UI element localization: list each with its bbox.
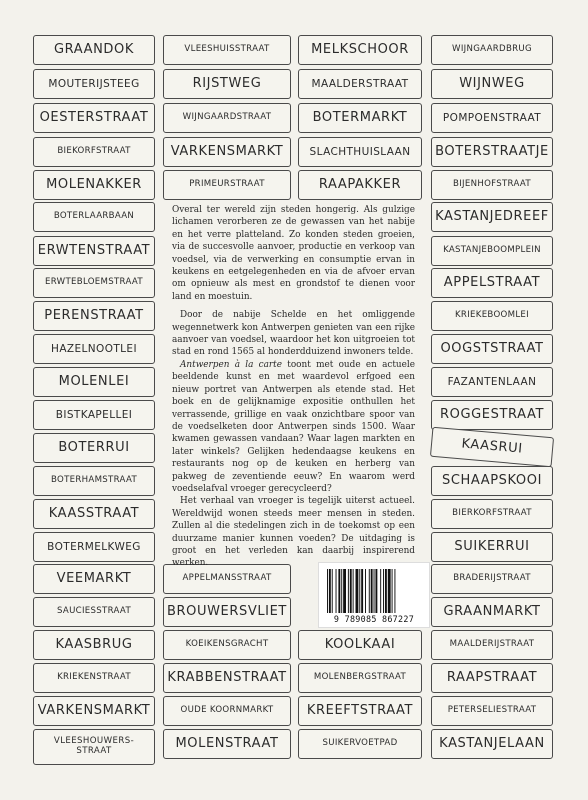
street-sign-vleeshuisstraat: VLEESHUISSTRAAT xyxy=(163,35,291,65)
barcode-bar xyxy=(332,569,333,613)
street-sign-graandok: GRAANDOK xyxy=(33,35,155,65)
barcode-bar xyxy=(383,569,384,613)
street-sign-erwtenstraat: ERWTENSTRAAT xyxy=(33,236,155,266)
barcode-bar xyxy=(365,569,366,613)
street-sign-kastanjelaan: KASTANJELAAN xyxy=(431,729,553,759)
street-sign-rijstweg: RIJSTWEG xyxy=(163,69,291,99)
street-sign-sauciesstraat: SAUCIESSTRAAT xyxy=(33,597,155,627)
street-sign-graanmarkt: GRAANMARKT xyxy=(431,597,553,627)
barcode-bars xyxy=(327,569,423,613)
street-sign-peterseliestraat: PETERSELIESTRAAT xyxy=(431,696,553,726)
blurb-paragraph-2: Door de nabije Schelde en het omliggende wegennetwerk kon Antwerpen genieten van een rijke aanvoer van voedsel, waardoor het kon uitgroeien tot stad en rond 1565 al honderdduizend inwoners telde. xyxy=(172,310,415,358)
street-sign-pompoenstraat: POMPOENSTRAAT xyxy=(431,103,553,133)
barcode-bar xyxy=(388,569,391,613)
street-sign-maalderstraat: MAALDERSTRAAT xyxy=(298,69,422,99)
street-sign-krabbenstraat: KRABBENSTRAAT xyxy=(163,663,291,693)
street-sign-slachthuislaan: SLACHTHUISLAAN xyxy=(298,137,422,167)
street-sign-suikerrui: SUIKERRUI xyxy=(431,532,553,562)
street-sign-vleeshouwersstraat: VLEESHOUWERS-STRAAT xyxy=(33,729,155,765)
street-sign-kaasstraat: KAASSTRAAT xyxy=(33,499,155,529)
barcode-bar xyxy=(385,569,387,613)
barcode-bar xyxy=(375,569,377,613)
street-sign-wijngaardstraat: WIJNGAARDSTRAAT xyxy=(163,103,291,133)
street-sign-boterhamstraat: BOTERHAMSTRAAT xyxy=(33,466,155,496)
barcode-bar xyxy=(374,569,375,613)
street-sign-molenstraat: MOLENSTRAAT xyxy=(163,729,291,759)
street-sign-bierkorfstraat: BIERKORFSTRAAT xyxy=(431,499,553,529)
street-sign-hazelnootlei: HAZELNOOTLEI xyxy=(33,334,155,364)
street-sign-kreeftstraat: KREEFTSTRAAT xyxy=(298,696,422,726)
street-sign-suikervoetpad: SUIKERVOETPAD xyxy=(298,729,422,759)
street-sign-boterstraatje: BOTERSTRAATJE xyxy=(431,137,553,167)
street-sign-varkensmarkt: VARKENSMARKT xyxy=(163,137,291,167)
blurb-paragraph-3-body: toont met oude en actuele beeldende kunst en met waardevol erfgoed een nieuw portret van Antwerpen als etende stad. Het boek en de gelijknamige expositie onthullen het verrassende, grillige en vaak onzichtbare spoor van de voedselketen door Antwerpen sinds 1500. Waar kwamen gewassen vandaan? Waar lagen markten en later winkels? Gelijken hedendaagse keukens en restaurants nog op de keuken en herberg van pakweg de zeventiende eeuw? En waarom werd voedselafval vroeger gerecycleerd? xyxy=(172,359,415,494)
barcode-bar xyxy=(350,569,352,613)
street-sign-boterlaarbaan: BOTERLAARBAAN xyxy=(33,202,155,232)
street-sign-bistkapellei: BISTKAPELLEI xyxy=(33,400,155,430)
street-sign-kriekeboomlei: KRIEKEBOOMLEI xyxy=(431,301,553,331)
street-sign-fazantenlaan: FAZANTENLAAN xyxy=(431,367,553,397)
street-sign-kriekenstraat: KRIEKENSTRAAT xyxy=(33,663,155,693)
street-sign-perenstraat: PERENSTRAAT xyxy=(33,301,155,331)
barcode-bar xyxy=(392,569,393,613)
isbn-barcode xyxy=(318,562,430,628)
blurb-paragraph-3 xyxy=(172,359,415,495)
street-sign-varkensmarkt-2: VARKENSMARKT xyxy=(33,696,155,726)
barcode-bar xyxy=(359,569,360,613)
street-sign-primeurstraat: PRIMEURSTRAAT xyxy=(163,170,291,200)
street-sign-melkschoor: MELKSCHOOR xyxy=(298,35,422,65)
street-sign-raapstraat: RAAPSTRAAT xyxy=(431,663,553,693)
barcode-bar xyxy=(371,569,373,613)
street-sign-molenlei: MOLENLEI xyxy=(33,367,155,397)
street-sign-raapakker: RAAPAKKER xyxy=(298,170,422,200)
street-sign-braderijstraat: BRADERIJSTRAAT xyxy=(431,564,553,594)
barcode-bar xyxy=(380,569,381,613)
street-sign-wijnweg: WIJNWEG xyxy=(431,69,553,99)
street-sign-kaasbrug: KAASBRUG xyxy=(33,630,155,660)
barcode-bar xyxy=(369,569,370,613)
book-title: Antwerpen à la carte xyxy=(180,359,282,370)
barcode-bar xyxy=(394,569,395,613)
barcode-bar xyxy=(338,569,340,613)
barcode-bar xyxy=(343,569,346,613)
street-sign-botermelkweg: BOTERMELKWEG xyxy=(33,532,155,562)
blurb-paragraph-1: Overal ter wereld zijn steden hongerig. Als gulzige lichamen verorberen ze de gewassen van het nabije en het verre platteland. Zo konden steden groeien, via de succesvolle aanvoer, productie en verkoop van voedsel, via de verwerking en consumptie ervan in keukens en eetgelegenheden en via de afvoer ervan om opnieuw als mest en grondstof te dienen voor land en moestuin. xyxy=(172,205,415,302)
barcode-bar xyxy=(327,569,328,613)
street-sign-botermarkt: BOTERMARKT xyxy=(298,103,422,133)
blurb-paragraph-4: Het verhaal van vroeger is tegelijk uiterst actueel. Wereldwijd wonen steeds meer mensen in steden. Zullen al die stedelingen zich in de toekomst op een duurzame manier kunnen voeden? De uitdaging is groot en het verleden kan daarbij inspirerend werken. xyxy=(172,496,415,569)
street-sign-appelstraat: APPELSTRAAT xyxy=(431,268,553,298)
street-sign-molenakker: MOLENAKKER xyxy=(33,170,155,200)
street-sign-wijngaardbrug: WIJNGAARDBRUG xyxy=(431,35,553,65)
street-sign-roggestraat: ROGGESTRAAT xyxy=(431,400,553,430)
street-sign-koeikensgracht: KOEIKENSGRACHT xyxy=(163,630,291,660)
barcode-bar xyxy=(356,569,359,613)
street-sign-schaapskooi: SCHAAPSKOOI xyxy=(431,466,553,496)
isbn-number: 9 789085 867227 xyxy=(333,614,415,624)
street-sign-mouterijsteeg: MOUTERIJSTEEG xyxy=(33,69,155,99)
street-sign-kaasrui: KAASRUI xyxy=(430,427,554,468)
street-sign-bijenhofstraat: BIJENHOFSTRAAT xyxy=(431,170,553,200)
blurb-text xyxy=(172,204,415,570)
barcode-bar xyxy=(329,569,331,613)
street-sign-kastanjeboomplein: KASTANJEBOOMPLEIN xyxy=(431,236,553,266)
barcode-bar xyxy=(353,569,354,613)
street-sign-kastanjedreef: KASTANJEDREEF xyxy=(431,202,553,232)
street-sign-molenbergstraat: MOLENBERGSTRAAT xyxy=(298,663,422,693)
street-sign-koolkaai: KOOLKAAI xyxy=(298,630,422,660)
barcode-bar xyxy=(348,569,349,613)
street-sign-boterrui: BOTERRUI xyxy=(33,433,155,463)
street-sign-veemarkt: VEEMARKT xyxy=(33,564,155,594)
street-sign-appelmansstraat: APPELMANSSTRAAT xyxy=(163,564,291,594)
barcode-bar xyxy=(341,569,342,613)
street-sign-oogststraat: OOGSTSTRAAT xyxy=(431,334,553,364)
street-sign-brouwersvliet: BROUWERSVLIET xyxy=(163,597,291,627)
street-sign-oude-koornmarkt: OUDE KOORNMARKT xyxy=(163,696,291,726)
street-sign-erwtebloemstraat: ERWTEBLOEMSTRAAT xyxy=(33,268,155,298)
street-sign-biekorfstraat: BIEKORFSTRAAT xyxy=(33,137,155,167)
street-sign-maalderijstraat: MAALDERIJSTRAAT xyxy=(431,630,553,660)
street-sign-oesterstraat: OESTERSTRAAT xyxy=(33,103,155,133)
barcode-bar xyxy=(336,569,337,613)
barcode-bar xyxy=(361,569,363,613)
